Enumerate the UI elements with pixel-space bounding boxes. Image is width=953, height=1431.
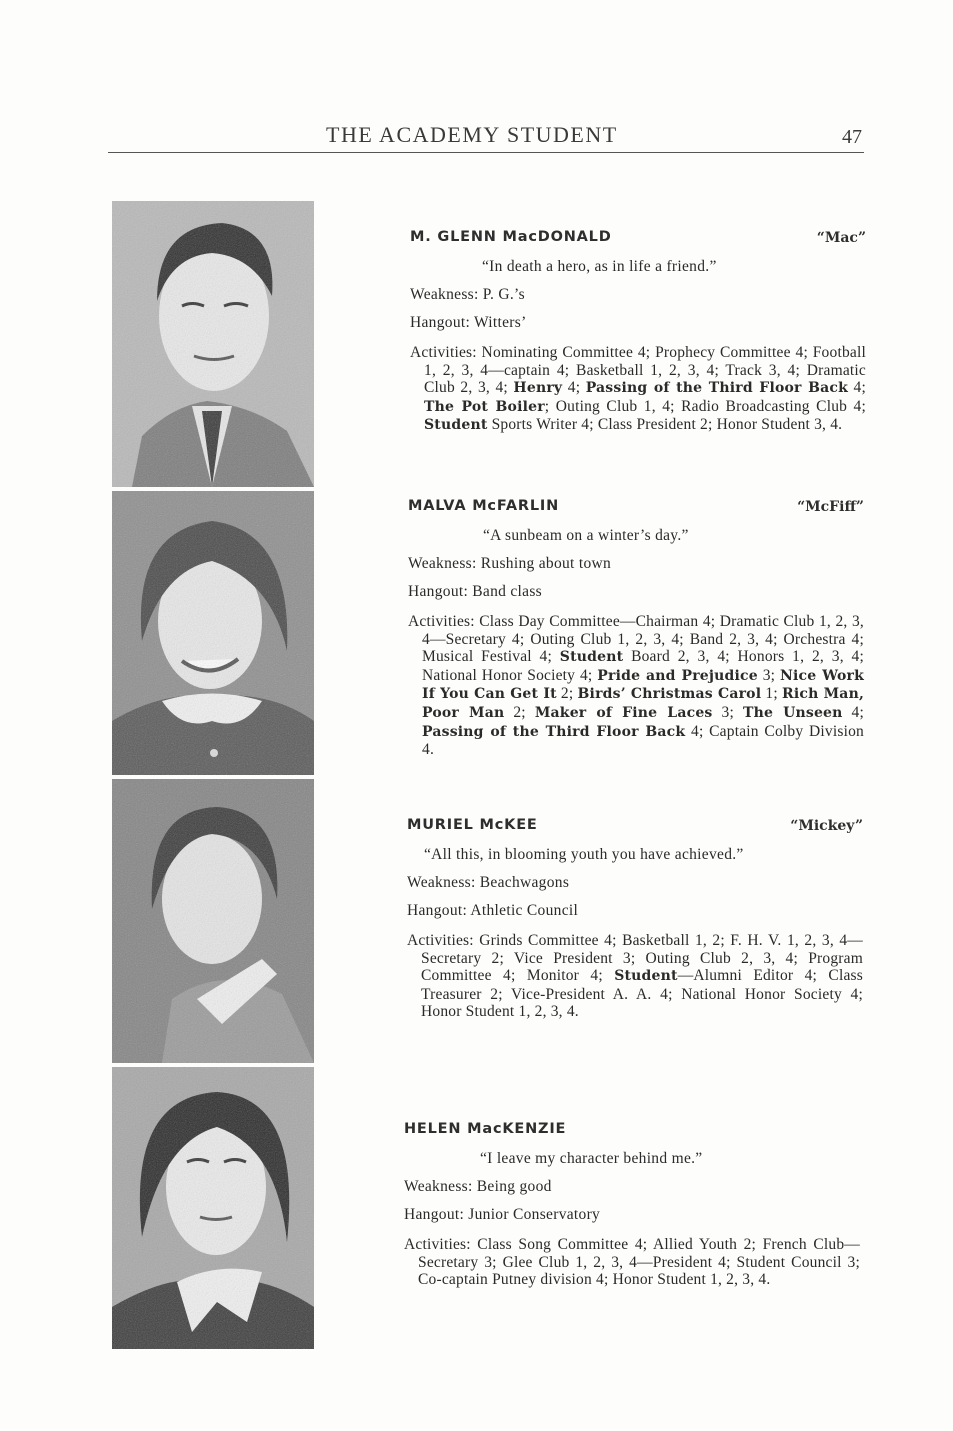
running-header (108, 118, 864, 153)
student-name: MURIEL McKEE (407, 817, 538, 833)
activity-title: Student (614, 968, 678, 985)
activity-text: —Alumni Editor 4; Class Treasurer 2; Vice-President A. A. 4; National Honor Society 4; Honor Student 1, 2, 3, 4. (421, 967, 863, 1021)
activity-title: Student (559, 649, 624, 666)
activity-text: 4; (562, 379, 586, 397)
activity-text: Activities: Class Song Committee 4; Allied Youth 2; French Club—Secretary 3; Glee Club 1, 2, 3, 4—President 4; Student Council 3; Co-captain Putney division 4; Honor Student 1, 2, 3, 4. (404, 1236, 860, 1289)
activity-text: 4; (848, 379, 866, 397)
activity-title: Birds’ Christmas Carol (577, 686, 762, 703)
activity-title: Nice Work If You Can Get It (422, 667, 864, 703)
activity-title: Pride and Prejudice (597, 667, 758, 684)
portrait-photo-mckee (112, 779, 314, 1063)
student-hangout: Hangout: Band class (408, 583, 542, 600)
activity-title: Passing of the Third Floor Back (422, 723, 686, 740)
activity-title: Rich Man, Poor Man (422, 686, 865, 721)
student-name: MALVA McFARLIN (408, 498, 560, 514)
student-activities (408, 613, 864, 759)
page-number: 47 (842, 126, 862, 148)
student-activities (404, 1236, 860, 1289)
student-hangout: Hangout: Athletic Council (407, 902, 579, 919)
student-name: HELEN MacKENZIE (404, 1121, 567, 1137)
student-entry (407, 816, 863, 1021)
student-entry (404, 1120, 860, 1289)
student-entry (410, 228, 866, 435)
student-quote: “I leave my character behind me.” (480, 1150, 703, 1167)
activity-text: ; Outing Club 1, 4; Radio Broadcasting Club 4; (544, 397, 866, 415)
student-activities (407, 932, 863, 1021)
student-entry (408, 497, 864, 759)
student-quote: “All this, in blooming youth you have achieved.” (424, 846, 744, 863)
activity-text: Sports Writer 4; Class President 2; Honor Student 3, 4. (487, 416, 843, 434)
activity-title: Student (424, 417, 488, 434)
activity-title: Passing of the Third Floor Back (585, 380, 849, 397)
student-hangout: Hangout: Junior Conservatory (404, 1206, 601, 1223)
student-nickname: “Mickey” (790, 818, 863, 834)
student-quote: “In death a hero, as in life a friend.” (482, 258, 717, 275)
activity-title: Maker of Fine Laces (534, 704, 713, 721)
activity-text: 4; (842, 703, 865, 721)
student-weakness: Weakness: Beachwagons (407, 874, 570, 891)
activity-text: Activities: Nominating Committee 4; Prophecy Committee 4; Football 1, 2, 3, 4—captain 4; Basketball 1, 2, 3, 4; Track 3, 4; Dramatic Club 2, 3, 4; (410, 344, 866, 397)
student-weakness: Weakness: Being good (404, 1178, 552, 1195)
student-hangout: Hangout: Witters’ (410, 314, 527, 331)
activity-text: 3; (757, 666, 781, 684)
student-name: M. GLENN MacDONALD (410, 229, 612, 245)
activity-title: The Unseen (742, 704, 843, 721)
activity-text: 1; (761, 685, 782, 703)
activity-text: Activities: Grinds Committee 4; Basketball 1, 2; F. H. V. 1, 2, 3, 4—Secretary 2; Vice President 3; Outing Club 2, 3, 4; Program Committee 4; Monitor 4; (407, 932, 863, 985)
portrait-photo-mackenzie (112, 1067, 314, 1349)
student-activities (410, 344, 866, 435)
student-nickname: “McFiff” (797, 499, 864, 515)
activity-text: 2; (556, 685, 578, 703)
activity-text: Board 2, 3, 4; Honors 1, 2, 3, 4; National Honor Society 4; (422, 648, 864, 684)
activity-text: Activities: Class Day Committee—Chairman 4; Dramatic Club 1, 2, 3, 4—Secretary 4; Outing Club 1, 2, 3, 4; Band 2, 3, 4; Orchestra 4; Musical Festival 4; (408, 613, 864, 666)
portrait-photo-macdonald (112, 201, 314, 487)
student-weakness: Weakness: P. G.’s (410, 286, 525, 303)
activity-title: Henry (513, 380, 563, 397)
activity-title: The Pot Boiler (424, 398, 545, 415)
student-quote: “A sunbeam on a winter’s day.” (483, 527, 689, 544)
activity-text: 2; (504, 703, 535, 721)
portrait-photo-mcfarlin (112, 491, 314, 775)
activity-text: 4; Captain Colby Division 4. (422, 722, 864, 759)
student-weakness: Weakness: Rushing about town (408, 555, 612, 572)
activity-text: 3; (712, 703, 743, 721)
publication-title: THE ACADEMY STUDENT (326, 122, 618, 147)
student-nickname: “Mac” (816, 230, 866, 246)
